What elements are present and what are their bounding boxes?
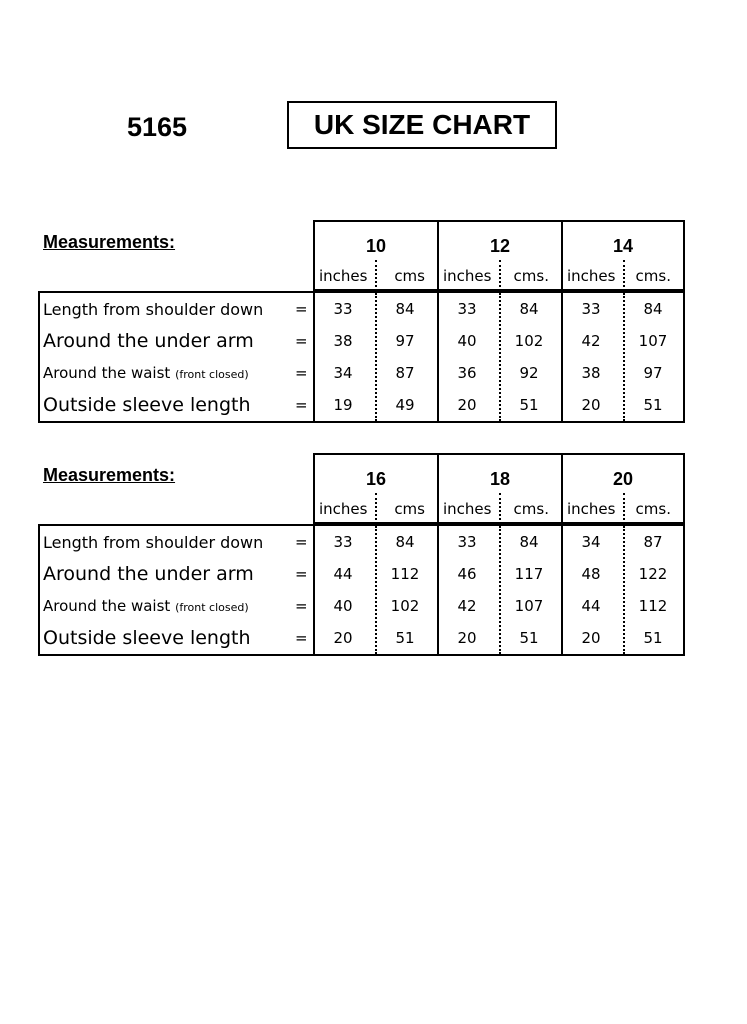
measurement-value: 34: [581, 533, 601, 551]
table-row: [40, 357, 683, 390]
unit-inches: inches: [443, 267, 492, 285]
measurement-value: 38: [581, 364, 601, 382]
measurement-value: 102: [390, 597, 420, 615]
unit-inches: inches: [567, 500, 616, 518]
equals-sign: =: [295, 332, 308, 350]
table-row: [40, 590, 683, 623]
measurement-label: Around the under arm: [43, 330, 254, 352]
measurement-table: [38, 291, 685, 423]
measurement-value: 36: [457, 364, 477, 382]
measurement-value: 40: [333, 597, 353, 615]
measurement-value: 87: [643, 533, 663, 551]
size-number: 18: [489, 469, 511, 489]
size-number: 20: [612, 469, 634, 489]
equals-sign: =: [295, 533, 308, 551]
measurement-value: 112: [390, 565, 420, 583]
measurements-heading: Measurements:: [43, 465, 176, 485]
page-title: UK SIZE CHART: [287, 101, 557, 149]
measurement-value: 107: [638, 332, 668, 350]
unit-divider: [375, 260, 377, 291]
size-number: 16: [365, 469, 387, 489]
unit-inches: inches: [443, 500, 492, 518]
measurement-value: 49: [395, 396, 415, 414]
measurement-value: 48: [581, 565, 601, 583]
unit-cms: cms.: [635, 267, 671, 285]
unit-inches: inches: [319, 267, 368, 285]
measurement-label: Around the waist (front closed): [43, 597, 249, 615]
measurement-value: 51: [519, 629, 539, 647]
measurement-value: 33: [333, 300, 353, 318]
measurement-value: 20: [457, 396, 477, 414]
size-header: [313, 220, 685, 291]
table-row: [40, 558, 683, 591]
measurement-value: 46: [457, 565, 477, 583]
measurement-value: 112: [638, 597, 668, 615]
unit-cms: cms: [394, 267, 425, 285]
measurement-value: 42: [581, 332, 601, 350]
unit-divider: [623, 260, 625, 291]
unit-inches: inches: [319, 500, 368, 518]
measurement-value: 33: [581, 300, 601, 318]
unit-cms: cms.: [513, 267, 549, 285]
style-code: 5165: [127, 112, 188, 142]
equals-sign: =: [295, 300, 308, 318]
measurement-value: 84: [395, 300, 415, 318]
measurement-value: 84: [519, 300, 539, 318]
measurement-value: 97: [395, 332, 415, 350]
measurement-value: 20: [581, 629, 601, 647]
unit-divider: [499, 493, 501, 524]
measurement-value: 51: [519, 396, 539, 414]
measurement-value: 97: [643, 364, 663, 382]
measurement-value: 92: [519, 364, 539, 382]
measurement-value: 107: [514, 597, 544, 615]
measurement-note: (front closed): [175, 368, 249, 381]
measurement-value: 51: [643, 396, 663, 414]
unit-cms: cms.: [635, 500, 671, 518]
measurement-value: 20: [581, 396, 601, 414]
measurement-value: 44: [581, 597, 601, 615]
measurement-value: 33: [457, 533, 477, 551]
measurement-value: 117: [514, 565, 544, 583]
measurement-label: Outside sleeve length: [43, 394, 251, 416]
equals-sign: =: [295, 364, 308, 382]
measurement-value: 38: [333, 332, 353, 350]
unit-divider: [499, 260, 501, 291]
measurement-label: Length from shoulder down: [43, 533, 264, 552]
measurement-value: 122: [638, 565, 668, 583]
measurement-value: 20: [333, 629, 353, 647]
measurements-heading: Measurements:: [43, 232, 176, 252]
measurement-note: (front closed): [175, 601, 249, 614]
table-row: [40, 622, 683, 655]
unit-cms: cms.: [513, 500, 549, 518]
measurement-value: 84: [395, 533, 415, 551]
size-number: 10: [365, 236, 387, 256]
measurement-label: Outside sleeve length: [43, 627, 251, 649]
measurement-value: 33: [333, 533, 353, 551]
equals-sign: =: [295, 396, 308, 414]
unit-divider: [375, 493, 377, 524]
measurement-value: 20: [457, 629, 477, 647]
measurement-value: 34: [333, 364, 353, 382]
table-row: [40, 293, 683, 326]
measurement-value: 84: [643, 300, 663, 318]
equals-sign: =: [295, 629, 308, 647]
unit-inches: inches: [567, 267, 616, 285]
table-row: [40, 526, 683, 559]
measurement-value: 42: [457, 597, 477, 615]
measurement-value: 44: [333, 565, 353, 583]
measurement-value: 84: [519, 533, 539, 551]
measurement-label: Around the waist (front closed): [43, 364, 249, 382]
size-header: [313, 453, 685, 524]
unit-cms: cms: [394, 500, 425, 518]
measurement-value: 33: [457, 300, 477, 318]
equals-sign: =: [295, 565, 308, 583]
measurement-value: 51: [643, 629, 663, 647]
measurement-value: 19: [333, 396, 353, 414]
measurement-value: 102: [514, 332, 544, 350]
measurement-value: 51: [395, 629, 415, 647]
measurement-table: [38, 524, 685, 656]
measurement-label: Around the under arm: [43, 563, 254, 585]
table-row: [40, 389, 683, 422]
size-number: 12: [489, 236, 511, 256]
unit-divider: [623, 493, 625, 524]
equals-sign: =: [295, 597, 308, 615]
measurement-value: 87: [395, 364, 415, 382]
measurement-value: 40: [457, 332, 477, 350]
size-number: 14: [612, 236, 634, 256]
measurement-label: Length from shoulder down: [43, 300, 264, 319]
table-row: [40, 325, 683, 358]
